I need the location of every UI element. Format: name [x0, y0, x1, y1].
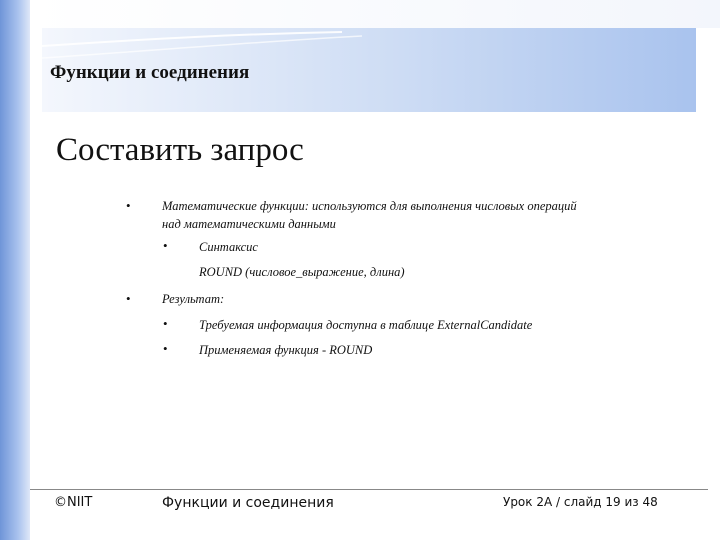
sub-bullet-text: Применяемая функция - ROUND	[199, 343, 373, 357]
header-title: Функции и соединения	[50, 62, 250, 83]
footer-divider	[30, 489, 708, 490]
top-decor-strip	[30, 0, 720, 28]
bullet-text: Математические функции: используются для выполнения числовых операций	[162, 199, 577, 213]
footer-slide-info: Урок 2А / слайд 19 из 48	[503, 495, 658, 509]
bullet-text-continued: над математическими данными	[162, 217, 336, 231]
sub-bullet-marker: •	[163, 316, 168, 331]
footer-copyright: ©NIIT	[54, 495, 93, 510]
footer-topic: Функции и соединения	[162, 495, 334, 511]
bullet-marker: •	[126, 198, 131, 213]
syntax-line: ROUND (числовое_выражение, длина)	[199, 265, 405, 279]
sub-bullet-marker: •	[163, 341, 168, 356]
slide-title: Составить запрос	[56, 132, 304, 168]
sub-bullet-text: Синтаксис	[199, 240, 258, 254]
bullet-marker: •	[126, 291, 131, 306]
bullet-text: Результат:	[162, 292, 225, 306]
header-band	[42, 28, 696, 112]
left-decor-bar	[0, 0, 30, 540]
sub-bullet-text: Требуемая информация доступна в таблице ExternalCandidate	[199, 318, 533, 332]
sub-bullet-marker: •	[163, 238, 168, 253]
